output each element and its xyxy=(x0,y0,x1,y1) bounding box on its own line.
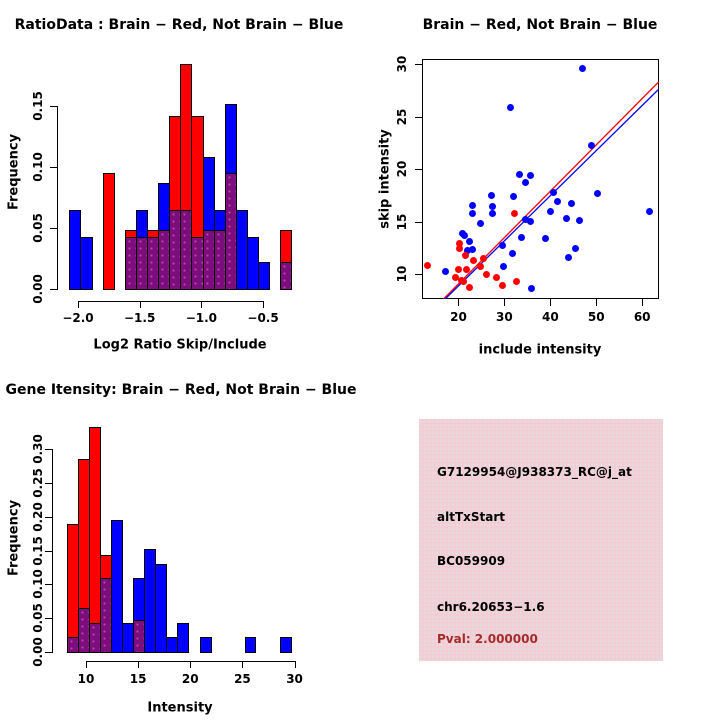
y-axis-tick xyxy=(45,584,52,585)
y-tick-label: 0.00 xyxy=(31,274,45,304)
y-tick-label: 0.10 xyxy=(31,569,45,600)
scatter-point-not_brain xyxy=(594,190,601,197)
y-tick-label: 0.15 xyxy=(31,535,45,566)
scatter-point-not_brain xyxy=(516,171,523,178)
y-axis-tick xyxy=(50,228,57,229)
scatter-point-brain xyxy=(499,282,506,289)
x-tick-label: 15 xyxy=(129,672,147,686)
scatter-point-not_brain xyxy=(527,172,534,179)
scatter-point-brain xyxy=(493,274,500,281)
y-axis-tick xyxy=(415,64,422,65)
hist-bar-blue xyxy=(200,637,212,653)
scatter-point-not_brain xyxy=(518,234,525,241)
x-axis-line xyxy=(78,301,264,302)
x-tick-label: 25 xyxy=(234,672,251,686)
x-tick-label: 20 xyxy=(181,672,199,686)
scatter-point-not_brain xyxy=(528,285,535,292)
hist-bar-blue xyxy=(245,637,256,653)
x-axis-tick xyxy=(78,301,79,308)
x-tick-label: 60 xyxy=(633,310,651,324)
x-tick-label: 20 xyxy=(450,310,467,324)
y-tick-label: 0.10 xyxy=(31,152,45,182)
x-tick-label: 30 xyxy=(286,672,303,686)
fit-lines-layer xyxy=(422,59,659,299)
x-axis-tick xyxy=(642,299,643,306)
y-axis-line xyxy=(52,449,53,653)
x-axis-tick xyxy=(190,661,191,668)
scatter-point-not_brain xyxy=(469,210,476,217)
hist-bar-overlap xyxy=(280,262,292,290)
y-tick-label: 0.15 xyxy=(31,91,45,121)
scatter-point-brain xyxy=(480,255,487,262)
y-tick-label: 25 xyxy=(395,108,409,125)
y-axis-tick xyxy=(45,449,52,450)
y-axis-tick xyxy=(50,106,57,107)
x-tick-label: −0.5 xyxy=(247,311,279,325)
scatter-point-not_brain xyxy=(565,254,572,261)
x-axis-tick xyxy=(242,661,243,668)
ratio-hist-title: RatioData : Brain − Red, Not Brain − Blue xyxy=(14,17,344,33)
x-axis-tick xyxy=(458,299,459,306)
scatter-ylabel: skip intensity xyxy=(377,129,393,229)
gene-hist-title: Gene Itensity: Brain − Red, Not Brain − Blue xyxy=(5,382,357,398)
hist-bar-blue xyxy=(258,262,270,290)
scatter-point-not_brain xyxy=(488,192,495,199)
scatter-point-not_brain xyxy=(579,65,586,72)
x-axis-tick xyxy=(140,301,141,308)
x-axis-tick xyxy=(138,661,139,668)
x-axis-tick xyxy=(86,661,87,668)
y-tick-label: 30 xyxy=(395,55,409,73)
scatter-point-brain xyxy=(483,271,490,278)
hist-bar-blue xyxy=(80,237,93,290)
gene-info-panel xyxy=(419,419,663,661)
x-tick-label: −2.0 xyxy=(62,311,94,325)
y-axis-tick xyxy=(45,551,52,552)
y-tick-label: 10 xyxy=(395,265,409,283)
scatter-point-not_brain xyxy=(542,235,549,242)
accession-text: BC059909 xyxy=(437,554,506,568)
scatter-point-not_brain xyxy=(576,217,583,224)
gene-hist-xlabel: Intensity xyxy=(147,700,213,716)
ratio-hist-xlabel: Log2 Ratio Skip/Include xyxy=(93,337,267,353)
scatter-point-not_brain xyxy=(507,104,514,111)
hist-bar-blue xyxy=(177,623,189,653)
scatter-title: Brain − Red, Not Brain − Blue xyxy=(422,17,658,33)
y-axis-tick xyxy=(415,169,422,170)
y-axis-tick xyxy=(45,483,52,484)
x-tick-label: 50 xyxy=(587,310,605,324)
x-tick-label: 10 xyxy=(77,672,95,686)
y-tick-label: 0.30 xyxy=(31,434,45,465)
y-axis-tick xyxy=(415,274,422,275)
y-tick-label: 0.25 xyxy=(31,468,45,498)
y-axis-line xyxy=(57,106,58,290)
scatter-point-not_brain xyxy=(500,263,507,270)
scatter-point-brain xyxy=(455,266,462,273)
scatter-point-brain xyxy=(462,252,469,259)
y-tick-label: 0.00 xyxy=(31,637,45,667)
y-axis-tick xyxy=(50,289,57,290)
scatter-point-brain xyxy=(513,278,520,285)
scatter-point-not_brain xyxy=(550,189,557,196)
locus-text: chr6.20653−1.6 xyxy=(437,600,545,614)
x-tick-label: −1.5 xyxy=(124,311,156,325)
scatter-point-brain xyxy=(470,257,477,264)
scatter-point-not_brain xyxy=(563,215,570,222)
x-axis-tick xyxy=(550,299,551,306)
x-tick-label: 40 xyxy=(541,310,559,324)
y-axis-tick xyxy=(415,117,422,118)
scatter-point-not_brain xyxy=(509,250,516,257)
y-axis-tick xyxy=(415,222,422,223)
y-axis-tick xyxy=(45,652,52,653)
x-axis-tick xyxy=(295,661,296,668)
y-axis-tick xyxy=(50,167,57,168)
y-tick-label: 0.05 xyxy=(31,213,45,243)
ratio-hist-ylabel: Frequency xyxy=(6,133,22,211)
x-axis-tick xyxy=(504,299,505,306)
hist-bar-red xyxy=(103,173,115,290)
x-axis-tick xyxy=(263,301,264,308)
scatter-point-not_brain xyxy=(547,208,554,215)
x-axis-tick xyxy=(201,301,202,308)
gene-hist-ylabel: Frequency xyxy=(6,499,22,577)
x-tick-label: −1.0 xyxy=(185,311,217,325)
scatter-point-not_brain xyxy=(466,238,473,245)
pval-text: Pval: 2.000000 xyxy=(437,632,538,646)
hist-bar-blue xyxy=(280,637,292,653)
y-tick-label: 15 xyxy=(395,213,409,230)
x-axis-tick xyxy=(596,299,597,306)
probe-id-text: G7129954@J938373_RC@j_at xyxy=(437,465,632,479)
y-tick-label: 20 xyxy=(395,160,409,178)
scatter-point-not_brain xyxy=(510,193,517,200)
event-type-text: altTxStart xyxy=(437,510,506,524)
y-tick-label: 0.05 xyxy=(31,603,45,634)
y-axis-tick xyxy=(45,618,52,619)
y-tick-label: 0.20 xyxy=(31,502,45,532)
y-axis-tick xyxy=(45,517,52,518)
x-tick-label: 30 xyxy=(496,310,513,324)
scatter-xlabel: include intensity xyxy=(478,342,602,358)
scatter-point-brain xyxy=(460,278,467,285)
scatter-point-not_brain xyxy=(554,198,561,205)
